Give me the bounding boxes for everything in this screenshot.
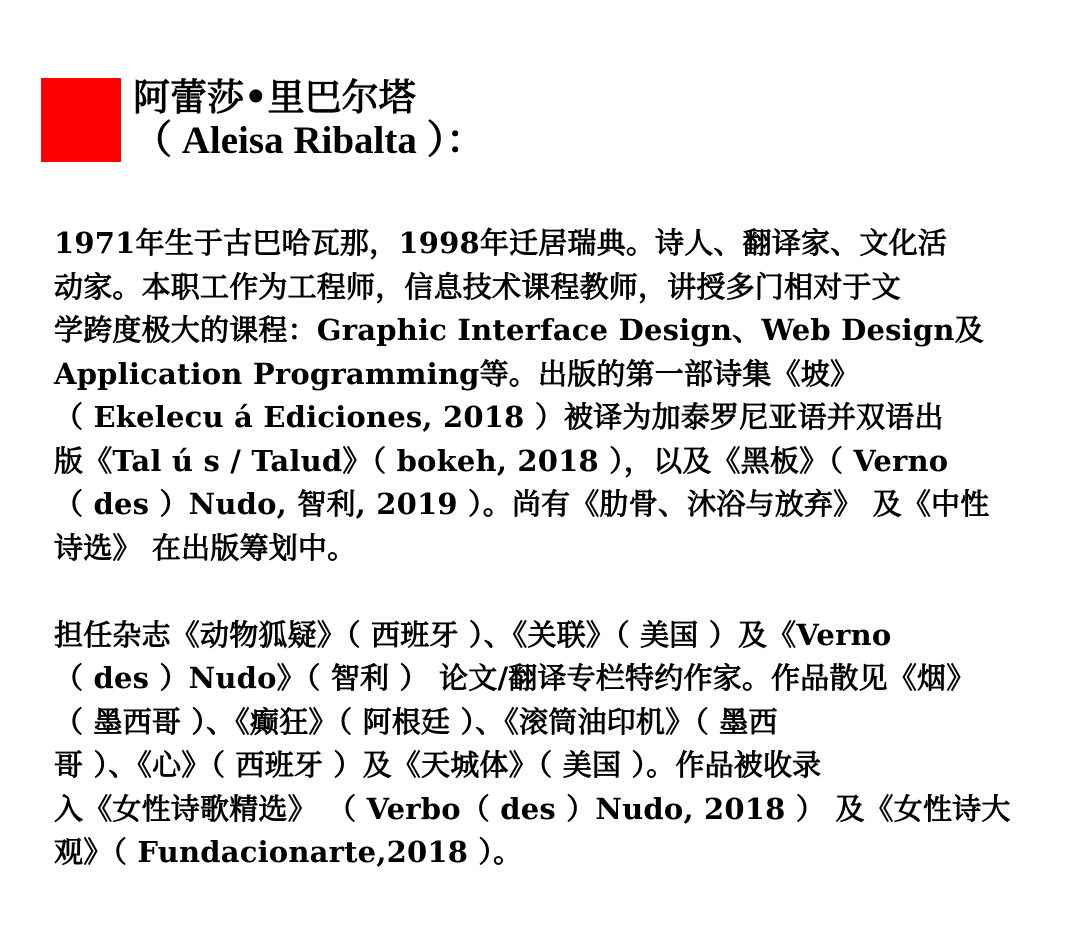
bio-line: （ 墨西哥 ）、《癫狂》（ 阿根廷 ）、《滚筒油印机》（ 墨西 bbox=[54, 704, 778, 739]
bio-line: 入《女性诗歌精选》 （ Verbo（ des ）Nudo, 2018 ） 及《女性诗大 bbox=[54, 791, 1011, 826]
biography bbox=[54, 222, 1011, 875]
bio-paragraph-1 bbox=[54, 222, 1004, 570]
red-accent-block bbox=[41, 78, 121, 162]
heading bbox=[133, 76, 1033, 162]
bio-line: 学跨度极大的课程：Graphic Interface Design、Web Design及 bbox=[54, 313, 984, 347]
bio-line: Application Programming等。出版的第一部诗集《坡》 bbox=[54, 356, 860, 391]
bio-paragraph-2 bbox=[54, 614, 1011, 875]
paragraph-spacer bbox=[54, 570, 1004, 614]
bio-line: 哥 ）、《心》（ 西班牙 ）及《天城体》（ 美国 ）。作品被收录 bbox=[54, 748, 822, 782]
bio-line: 观》（ Fundacionarte,2018 ）。 bbox=[54, 835, 523, 869]
bio-line: 版《Tal ú s / Talud》（ bokeh, 2018 ），以及《黑板》（ Verno bbox=[54, 443, 949, 478]
bio-line: 1971年生于古巴哈瓦那，1998年迁居瑞典。诗人、翻译家、文化活 bbox=[54, 226, 948, 260]
bio-line: （ Ekelecu á Ediciones, 2018 ）被译为加泰罗尼亚语并双语出 bbox=[54, 400, 944, 434]
author-name-english: （ Aleisa Ribalta ）： bbox=[133, 119, 486, 162]
bio-line: （ des ）Nudo, 智利, 2019 ）。尚有《肋骨、沐浴与放弃》 及《中性 bbox=[54, 487, 990, 521]
bio-line: （ des ）Nudo》（ 智利 ） 论文/翻译专栏特约作家。作品散见《烟》 bbox=[54, 661, 976, 695]
bio-line: 担任杂志《动物狐疑》（ 西班牙 ）、《关联》（ 美国 ）及《Verno bbox=[54, 617, 892, 652]
bio-line: 动家。本职工作为工程师，信息技术课程教师，讲授多门相对于文 bbox=[54, 269, 901, 304]
bio-line: 诗选》 在出版筹划中。 bbox=[54, 530, 357, 565]
author-name-chinese: 阿蕾莎•里巴尔塔 bbox=[133, 75, 416, 119]
